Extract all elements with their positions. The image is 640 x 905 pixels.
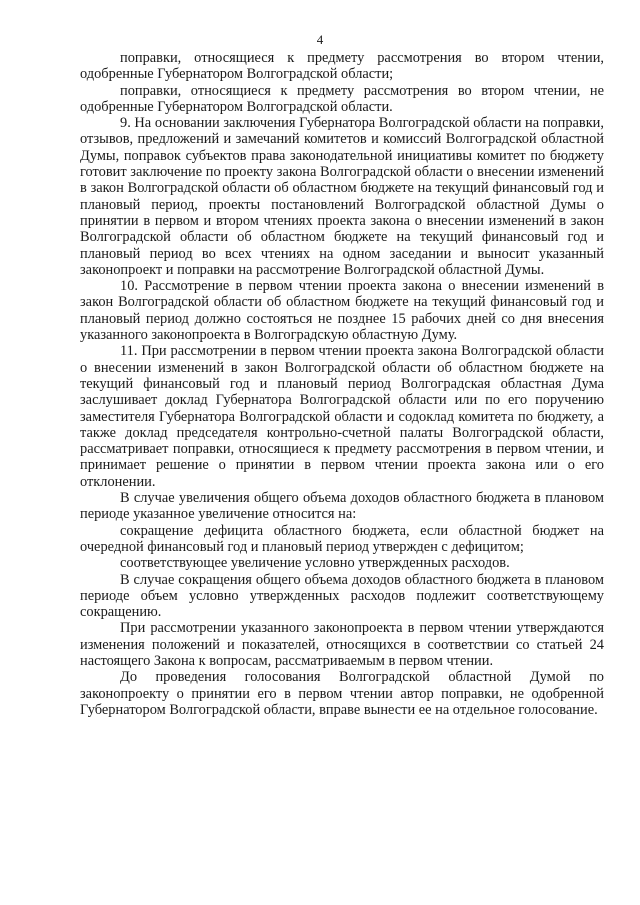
- document-body: [80, 50, 604, 718]
- paragraph: 9. На основании заключения Губернатора Волгоградской области на поправки, отзывов, предложений и замечаний комитетов и комиссий Волгоградской областной Думы, поправок субъектов права законодательной инициативы комитет по бюджету готовит заключение по проекту закона Волгоградской области о внесении изменений в закон Волгоградской области об областном бюджете на текущий финансовый год и плановый период, проекты постановлений Волгоградской областной Думы о принятии в первом и втором чтениях проекта закона о внесении изменений в закон Волгоградской области об областном бюджете на текущий финансовый год и плановый период во всех чтениях на одном заседании и выносит указанный законопроект и поправки на рассмотрение Волгоградской областной Думы.: [80, 115, 604, 278]
- paragraph: 11. При рассмотрении в первом чтении проекта закона Волгоградской области о внесении изменений в закон Волгоградской области об областном бюджете на текущий финансовый год и плановый период Волгоградская областная Дума заслушивает доклад Губернатора Волгоградской области или по его поручению заместителя Губернатора Волгоградской области и содоклад комитета по бюджету, а также доклад председателя контрольно-счетной палаты Волгоградской области, рассматривает поправки, относящиеся к предмету рассмотрения в первом чтении, и принимает решение о принятии в первом чтении проекта закона или о его отклонении.: [80, 343, 604, 490]
- page-number: 4: [316, 32, 324, 47]
- paragraph: В случае увеличения общего объема доходов областного бюджета в плановом периоде указанное увеличение относится на:: [80, 490, 604, 523]
- paragraph: При рассмотрении указанного законопроекта в первом чтении утверждаются изменения положений и показателей, относящихся в соответствии со статьей 24 настоящего Закона к вопросам, рассматриваемым в первом чтении.: [80, 620, 604, 669]
- paragraph: поправки, относящиеся к предмету рассмотрения во втором чтении, не одобренные Губернатором Волгоградской области.: [80, 82, 604, 115]
- paragraph: 10. Рассмотрение в первом чтении проекта закона о внесении изменений в закон Волгоградской области об областном бюджете на текущий финансовый год и плановый период должно состояться не позднее 15 рабочих дней со дня внесения указанного законопроекта в Волгоградскую областную Думу.: [80, 278, 604, 344]
- paragraph: поправки, относящиеся к предмету рассмотрения во втором чтении, одобренные Губернатором Волгоградской области;: [80, 50, 604, 83]
- paragraph: В случае сокращения общего объема доходов областного бюджета в плановом периоде объем условно утвержденных расходов подлежит соответствующему сокращению.: [80, 571, 604, 621]
- paragraph: соответствующее увеличение условно утвержденных расходов.: [120, 555, 510, 572]
- paragraph: сокращение дефицита областного бюджета, если областной бюджет на очередной финансовый год и плановый период утвержден с дефицитом;: [80, 522, 604, 555]
- paragraph: До проведения голосования Волгоградской областной Думой по законопроекту о принятии его в первом чтении автор поправки, не одобренной Губернатором Волгоградской области, вправе вынести ее на отдельное голосование.: [80, 669, 604, 718]
